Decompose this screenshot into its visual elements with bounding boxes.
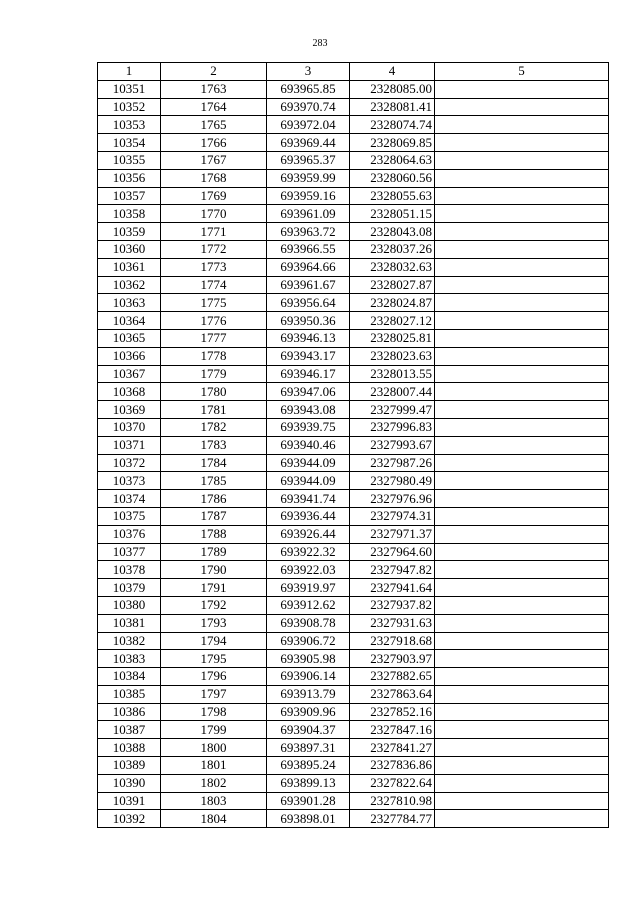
- table-row: [98, 205, 609, 223]
- notes-cell: [435, 614, 609, 632]
- point-number-cell: 10381: [98, 614, 161, 632]
- x-coordinate-cell: 693919.97: [267, 579, 350, 597]
- x-coordinate-cell: 693909.96: [267, 703, 350, 721]
- y-coordinate-cell: 2327863.64: [350, 685, 435, 703]
- x-coordinate-cell: 693922.03: [267, 561, 350, 579]
- x-coordinate-cell: 693912.62: [267, 596, 350, 614]
- table-row: [98, 739, 609, 757]
- x-coordinate-cell: 693959.99: [267, 169, 350, 187]
- y-coordinate-cell: 2327980.49: [350, 472, 435, 490]
- y-coordinate-cell: 2328074.74: [350, 116, 435, 134]
- coordinates-table: [97, 62, 609, 828]
- node-number-cell: 1771: [161, 223, 267, 241]
- notes-cell: [435, 757, 609, 775]
- x-coordinate-cell: 693913.79: [267, 685, 350, 703]
- point-number-cell: 10369: [98, 401, 161, 419]
- table-row: [98, 187, 609, 205]
- node-number-cell: 1772: [161, 240, 267, 258]
- table-row: [98, 276, 609, 294]
- y-coordinate-cell: 2327971.37: [350, 525, 435, 543]
- node-number-cell: 1795: [161, 650, 267, 668]
- y-coordinate-cell: 2327947.82: [350, 561, 435, 579]
- x-coordinate-cell: 693906.14: [267, 668, 350, 686]
- point-number-cell: 10372: [98, 454, 161, 472]
- x-coordinate-cell: 693970.74: [267, 98, 350, 116]
- y-coordinate-cell: 2328069.85: [350, 134, 435, 152]
- node-number-cell: 1788: [161, 525, 267, 543]
- point-number-cell: 10374: [98, 490, 161, 508]
- y-coordinate-cell: 2327974.31: [350, 507, 435, 525]
- node-number-cell: 1767: [161, 151, 267, 169]
- table-row: [98, 632, 609, 650]
- y-coordinate-cell: 2328024.87: [350, 294, 435, 312]
- point-number-cell: 10367: [98, 365, 161, 383]
- node-number-cell: 1786: [161, 490, 267, 508]
- y-coordinate-cell: 2328043.08: [350, 223, 435, 241]
- notes-cell: [435, 187, 609, 205]
- table-row: [98, 436, 609, 454]
- y-coordinate-cell: 2327931.63: [350, 614, 435, 632]
- point-number-cell: 10390: [98, 774, 161, 792]
- table-row: [98, 490, 609, 508]
- y-coordinate-cell: 2327903.97: [350, 650, 435, 668]
- notes-cell: [435, 205, 609, 223]
- table-row: [98, 98, 609, 116]
- point-number-cell: 10385: [98, 685, 161, 703]
- y-coordinate-cell: 2327937.82: [350, 596, 435, 614]
- table-row: [98, 134, 609, 152]
- notes-cell: [435, 561, 609, 579]
- header-row: [98, 63, 609, 81]
- node-number-cell: 1770: [161, 205, 267, 223]
- node-number-cell: 1802: [161, 774, 267, 792]
- notes-cell: [435, 810, 609, 828]
- x-coordinate-cell: 693944.09: [267, 472, 350, 490]
- y-coordinate-cell: 2327882.65: [350, 668, 435, 686]
- notes-cell: [435, 347, 609, 365]
- y-coordinate-cell: 2328027.12: [350, 312, 435, 330]
- y-coordinate-cell: 2327987.26: [350, 454, 435, 472]
- notes-cell: [435, 383, 609, 401]
- notes-cell: [435, 632, 609, 650]
- y-coordinate-cell: 2327810.98: [350, 792, 435, 810]
- y-coordinate-cell: 2327847.16: [350, 721, 435, 739]
- table-row: [98, 561, 609, 579]
- table-row: [98, 418, 609, 436]
- point-number-cell: 10387: [98, 721, 161, 739]
- column-header-1: 1: [98, 63, 161, 81]
- y-coordinate-cell: 2327996.83: [350, 418, 435, 436]
- notes-cell: [435, 507, 609, 525]
- point-number-cell: 10386: [98, 703, 161, 721]
- x-coordinate-cell: 693972.04: [267, 116, 350, 134]
- point-number-cell: 10361: [98, 258, 161, 276]
- x-coordinate-cell: 693906.72: [267, 632, 350, 650]
- column-header-5: 5: [435, 63, 609, 81]
- point-number-cell: 10371: [98, 436, 161, 454]
- notes-cell: [435, 258, 609, 276]
- x-coordinate-cell: 693963.72: [267, 223, 350, 241]
- table-row: [98, 383, 609, 401]
- node-number-cell: 1800: [161, 739, 267, 757]
- y-coordinate-cell: 2327918.68: [350, 632, 435, 650]
- x-coordinate-cell: 693956.64: [267, 294, 350, 312]
- notes-cell: [435, 650, 609, 668]
- node-number-cell: 1765: [161, 116, 267, 134]
- point-number-cell: 10375: [98, 507, 161, 525]
- x-coordinate-cell: 693940.46: [267, 436, 350, 454]
- notes-cell: [435, 703, 609, 721]
- table-row: [98, 703, 609, 721]
- point-number-cell: 10377: [98, 543, 161, 561]
- y-coordinate-cell: 2328032.63: [350, 258, 435, 276]
- node-number-cell: 1797: [161, 685, 267, 703]
- y-coordinate-cell: 2327999.47: [350, 401, 435, 419]
- node-number-cell: 1799: [161, 721, 267, 739]
- x-coordinate-cell: 693941.74: [267, 490, 350, 508]
- point-number-cell: 10380: [98, 596, 161, 614]
- x-coordinate-cell: 693908.78: [267, 614, 350, 632]
- notes-cell: [435, 240, 609, 258]
- x-coordinate-cell: 693965.37: [267, 151, 350, 169]
- notes-cell: [435, 685, 609, 703]
- table-row: [98, 294, 609, 312]
- point-number-cell: 10351: [98, 80, 161, 98]
- table-row: [98, 525, 609, 543]
- y-coordinate-cell: 2328013.55: [350, 365, 435, 383]
- x-coordinate-cell: 693947.06: [267, 383, 350, 401]
- table-row: [98, 116, 609, 134]
- node-number-cell: 1783: [161, 436, 267, 454]
- x-coordinate-cell: 693898.01: [267, 810, 350, 828]
- x-coordinate-cell: 693943.17: [267, 347, 350, 365]
- y-coordinate-cell: 2327836.86: [350, 757, 435, 775]
- node-number-cell: 1789: [161, 543, 267, 561]
- node-number-cell: 1778: [161, 347, 267, 365]
- point-number-cell: 10360: [98, 240, 161, 258]
- notes-cell: [435, 454, 609, 472]
- point-number-cell: 10376: [98, 525, 161, 543]
- point-number-cell: 10363: [98, 294, 161, 312]
- table-row: [98, 810, 609, 828]
- x-coordinate-cell: 693939.75: [267, 418, 350, 436]
- notes-cell: [435, 739, 609, 757]
- node-number-cell: 1784: [161, 454, 267, 472]
- node-number-cell: 1785: [161, 472, 267, 490]
- point-number-cell: 10354: [98, 134, 161, 152]
- node-number-cell: 1796: [161, 668, 267, 686]
- table-row: [98, 472, 609, 490]
- table-row: [98, 721, 609, 739]
- table-row: [98, 614, 609, 632]
- x-coordinate-cell: 693922.32: [267, 543, 350, 561]
- point-number-cell: 10370: [98, 418, 161, 436]
- x-coordinate-cell: 693926.44: [267, 525, 350, 543]
- table-row: [98, 151, 609, 169]
- point-number-cell: 10391: [98, 792, 161, 810]
- table-row: [98, 543, 609, 561]
- x-coordinate-cell: 693899.13: [267, 774, 350, 792]
- x-coordinate-cell: 693895.24: [267, 757, 350, 775]
- node-number-cell: 1769: [161, 187, 267, 205]
- point-number-cell: 10355: [98, 151, 161, 169]
- table-row: [98, 579, 609, 597]
- point-number-cell: 10368: [98, 383, 161, 401]
- table-row: [98, 668, 609, 686]
- node-number-cell: 1781: [161, 401, 267, 419]
- x-coordinate-cell: 693904.37: [267, 721, 350, 739]
- node-number-cell: 1782: [161, 418, 267, 436]
- column-header-2: 2: [161, 63, 267, 81]
- table-row: [98, 401, 609, 419]
- node-number-cell: 1763: [161, 80, 267, 98]
- node-number-cell: 1766: [161, 134, 267, 152]
- table-row: [98, 685, 609, 703]
- x-coordinate-cell: 693897.31: [267, 739, 350, 757]
- notes-cell: [435, 80, 609, 98]
- node-number-cell: 1801: [161, 757, 267, 775]
- notes-cell: [435, 276, 609, 294]
- point-number-cell: 10358: [98, 205, 161, 223]
- notes-cell: [435, 436, 609, 454]
- x-coordinate-cell: 693969.44: [267, 134, 350, 152]
- node-number-cell: 1773: [161, 258, 267, 276]
- node-number-cell: 1780: [161, 383, 267, 401]
- point-number-cell: 10392: [98, 810, 161, 828]
- table-row: [98, 774, 609, 792]
- x-coordinate-cell: 693965.85: [267, 80, 350, 98]
- notes-cell: [435, 472, 609, 490]
- node-number-cell: 1768: [161, 169, 267, 187]
- node-number-cell: 1777: [161, 329, 267, 347]
- y-coordinate-cell: 2328025.81: [350, 329, 435, 347]
- page-number: 283: [312, 38, 328, 49]
- y-coordinate-cell: 2327852.16: [350, 703, 435, 721]
- x-coordinate-cell: 693950.36: [267, 312, 350, 330]
- x-coordinate-cell: 693946.17: [267, 365, 350, 383]
- notes-cell: [435, 579, 609, 597]
- y-coordinate-cell: 2328037.26: [350, 240, 435, 258]
- point-number-cell: 10378: [98, 561, 161, 579]
- notes-cell: [435, 401, 609, 419]
- column-header-4: 4: [350, 63, 435, 81]
- table-row: [98, 347, 609, 365]
- table-row: [98, 169, 609, 187]
- x-coordinate-cell: 693946.13: [267, 329, 350, 347]
- notes-cell: [435, 668, 609, 686]
- table-row: [98, 596, 609, 614]
- y-coordinate-cell: 2327993.67: [350, 436, 435, 454]
- notes-cell: [435, 490, 609, 508]
- table-row: [98, 80, 609, 98]
- x-coordinate-cell: 693943.08: [267, 401, 350, 419]
- y-coordinate-cell: 2327976.96: [350, 490, 435, 508]
- node-number-cell: 1798: [161, 703, 267, 721]
- table-row: [98, 757, 609, 775]
- x-coordinate-cell: 693966.55: [267, 240, 350, 258]
- y-coordinate-cell: 2327841.27: [350, 739, 435, 757]
- point-number-cell: 10364: [98, 312, 161, 330]
- table-row: [98, 312, 609, 330]
- y-coordinate-cell: 2328081.41: [350, 98, 435, 116]
- y-coordinate-cell: 2327964.60: [350, 543, 435, 561]
- node-number-cell: 1794: [161, 632, 267, 650]
- x-coordinate-cell: 693936.44: [267, 507, 350, 525]
- x-coordinate-cell: 693961.67: [267, 276, 350, 294]
- point-number-cell: 10383: [98, 650, 161, 668]
- table-row: [98, 365, 609, 383]
- point-number-cell: 10357: [98, 187, 161, 205]
- table-row: [98, 792, 609, 810]
- notes-cell: [435, 98, 609, 116]
- notes-cell: [435, 151, 609, 169]
- point-number-cell: 10366: [98, 347, 161, 365]
- table-body: [98, 63, 609, 828]
- column-header-3: 3: [267, 63, 350, 81]
- y-coordinate-cell: 2327941.64: [350, 579, 435, 597]
- y-coordinate-cell: 2328051.15: [350, 205, 435, 223]
- notes-cell: [435, 116, 609, 134]
- node-number-cell: 1774: [161, 276, 267, 294]
- node-number-cell: 1776: [161, 312, 267, 330]
- point-number-cell: 10362: [98, 276, 161, 294]
- point-number-cell: 10382: [98, 632, 161, 650]
- x-coordinate-cell: 693901.28: [267, 792, 350, 810]
- node-number-cell: 1764: [161, 98, 267, 116]
- node-number-cell: 1790: [161, 561, 267, 579]
- node-number-cell: 1803: [161, 792, 267, 810]
- point-number-cell: 10389: [98, 757, 161, 775]
- point-number-cell: 10373: [98, 472, 161, 490]
- y-coordinate-cell: 2327822.64: [350, 774, 435, 792]
- point-number-cell: 10388: [98, 739, 161, 757]
- node-number-cell: 1804: [161, 810, 267, 828]
- node-number-cell: 1793: [161, 614, 267, 632]
- node-number-cell: 1779: [161, 365, 267, 383]
- y-coordinate-cell: 2328064.63: [350, 151, 435, 169]
- node-number-cell: 1787: [161, 507, 267, 525]
- point-number-cell: 10356: [98, 169, 161, 187]
- notes-cell: [435, 134, 609, 152]
- point-number-cell: 10359: [98, 223, 161, 241]
- table-row: [98, 223, 609, 241]
- notes-cell: [435, 329, 609, 347]
- y-coordinate-cell: 2328085.00: [350, 80, 435, 98]
- point-number-cell: 10384: [98, 668, 161, 686]
- y-coordinate-cell: 2328060.56: [350, 169, 435, 187]
- node-number-cell: 1791: [161, 579, 267, 597]
- notes-cell: [435, 312, 609, 330]
- notes-cell: [435, 543, 609, 561]
- table-row: [98, 329, 609, 347]
- point-number-cell: 10365: [98, 329, 161, 347]
- table-row: [98, 258, 609, 276]
- table-row: [98, 507, 609, 525]
- x-coordinate-cell: 693959.16: [267, 187, 350, 205]
- y-coordinate-cell: 2328023.63: [350, 347, 435, 365]
- node-number-cell: 1775: [161, 294, 267, 312]
- notes-cell: [435, 792, 609, 810]
- y-coordinate-cell: 2328027.87: [350, 276, 435, 294]
- notes-cell: [435, 169, 609, 187]
- node-number-cell: 1792: [161, 596, 267, 614]
- y-coordinate-cell: 2328007.44: [350, 383, 435, 401]
- x-coordinate-cell: 693964.66: [267, 258, 350, 276]
- notes-cell: [435, 774, 609, 792]
- notes-cell: [435, 721, 609, 739]
- table-row: [98, 240, 609, 258]
- x-coordinate-cell: 693944.09: [267, 454, 350, 472]
- y-coordinate-cell: 2327784.77: [350, 810, 435, 828]
- point-number-cell: 10353: [98, 116, 161, 134]
- notes-cell: [435, 365, 609, 383]
- x-coordinate-cell: 693905.98: [267, 650, 350, 668]
- notes-cell: [435, 223, 609, 241]
- notes-cell: [435, 525, 609, 543]
- notes-cell: [435, 418, 609, 436]
- x-coordinate-cell: 693961.09: [267, 205, 350, 223]
- point-number-cell: 10352: [98, 98, 161, 116]
- table-row: [98, 454, 609, 472]
- table-row: [98, 650, 609, 668]
- notes-cell: [435, 294, 609, 312]
- y-coordinate-cell: 2328055.63: [350, 187, 435, 205]
- point-number-cell: 10379: [98, 579, 161, 597]
- notes-cell: [435, 596, 609, 614]
